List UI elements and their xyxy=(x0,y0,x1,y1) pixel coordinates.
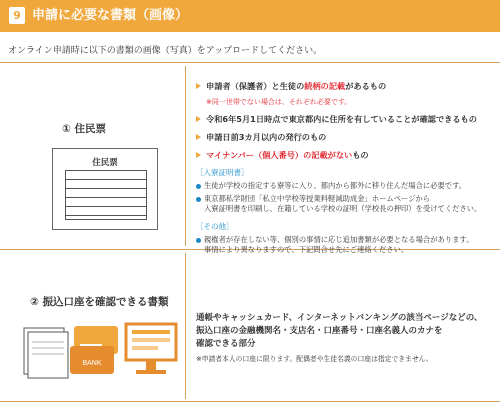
card-grid xyxy=(65,170,147,220)
section-title: 申請に必要な書類（画像） xyxy=(32,8,189,23)
row-label-bank: ② 振込口座を確認できる書類 xyxy=(30,296,169,308)
residence-certificate-illustration xyxy=(52,148,158,230)
requirement-note: ※同一世帯でない場合は、それぞれ必要です。 xyxy=(206,98,352,106)
section-title-dorm: ［入寮証明書］ xyxy=(196,168,249,177)
requirement-item: 申請日前3カ月以内の発行のもの xyxy=(196,131,496,143)
dorm-item-cont: 入寮証明書を印刷し、在籍している学校の証明（学校長の押印）を受けてください。 xyxy=(204,204,482,213)
dorm-item: 東京都私学財団「私立中学校等授業料軽減助成金」ホームページから xyxy=(196,194,496,205)
other-item: 親権者が存在しない等、個別の事情に応じ追加書類が必要となる場合があります。 xyxy=(196,235,496,246)
bank-documents-illustration xyxy=(20,318,180,386)
bank-description xyxy=(196,312,496,366)
requirement-item: 申請者（保護者）と生徒の続柄の記載があるもの xyxy=(196,80,496,92)
residence-requirements xyxy=(196,80,496,256)
card-title: 住民票 xyxy=(92,158,118,168)
section-header xyxy=(0,0,500,32)
bank-desc-line: 振込口座の金融機関名・支店名・口座番号・口座名義人のカナを xyxy=(196,326,443,336)
column-divider xyxy=(185,66,186,246)
computer-icon xyxy=(126,324,176,374)
other-item-cont: 事情により異なりますので、下記問合せ先にご連絡ください。 xyxy=(204,245,409,254)
passbook-icon xyxy=(24,328,68,378)
svg-text:BANK: BANK xyxy=(82,360,102,367)
bank-desc-line: 確認できる部分 xyxy=(196,339,256,349)
column-divider xyxy=(185,253,186,399)
section-title-other: ［その他］ xyxy=(196,221,234,231)
bank-note: ※申請者本人の口座に限ります。配偶者や生徒名義の口座は指定できません。 xyxy=(196,355,433,363)
dorm-item: 生徒が学校の指定する寮等に入り、都内から都外に移り住んだ場合に必要です。 xyxy=(196,181,496,192)
requirement-item: マイナンバー（個人番号）の記載がないもの xyxy=(196,149,496,161)
requirement-item: 令和6年5月1日時点で東京都内に住所を有していることが確認できるもの xyxy=(196,113,496,125)
divider xyxy=(0,62,500,63)
row-label-residence: ① 住民票 xyxy=(62,123,107,135)
intro-text: オンライン申請時に以下の書類の画像（写真）をアップロードしてください。 xyxy=(8,46,323,56)
bank-desc-line: 通帳やキャッシュカード、インターネットバンキングの該当ページなどの、 xyxy=(196,313,483,323)
cash-card-icon xyxy=(70,326,118,374)
section-number: 9 xyxy=(9,7,25,24)
